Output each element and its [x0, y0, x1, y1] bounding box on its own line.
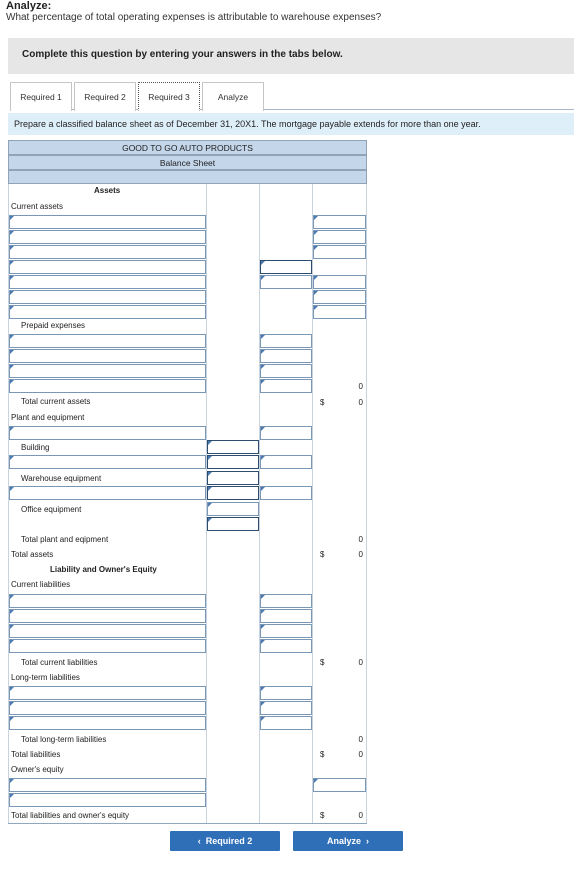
total-liabilities-value: 0 — [358, 750, 363, 759]
prepaid-name-1[interactable] — [9, 334, 206, 348]
total-current-assets-label: Total current assets — [21, 397, 91, 406]
prepaid-sub-4[interactable] — [260, 379, 312, 393]
chevron-left-icon: ‹ — [197, 836, 206, 846]
prepaid-sub-3[interactable] — [260, 364, 312, 378]
current-asset-amount-3[interactable] — [313, 245, 366, 259]
instructions-banner: Complete this question by entering your answers in the tabs below. — [8, 38, 574, 74]
warehouse-net-input[interactable] — [260, 486, 312, 500]
sheet-bottom-border — [8, 823, 367, 824]
prepaid-sub-2[interactable] — [260, 349, 312, 363]
tab-required-1[interactable]: Required 1 — [10, 82, 72, 111]
office-cost-input[interactable] — [207, 502, 259, 516]
building-accum-name[interactable] — [9, 455, 206, 469]
instruction-bar: Prepare a classified balance sheet as of December 31, 20X1. The mortgage payable extends for more than one year. — [8, 113, 574, 135]
current-liabilities-label: Current liabilities — [11, 580, 71, 589]
total-liab-equity-label: Total liabilities and owner's equity — [11, 811, 130, 820]
warehouse-accum-input[interactable] — [207, 486, 259, 500]
total-long-term-label: Total long-term liabilities — [21, 735, 107, 744]
current-liab-sub-1[interactable] — [260, 594, 312, 608]
long-term-sub-3[interactable] — [260, 716, 312, 730]
current-asset-name-2[interactable] — [9, 230, 206, 244]
current-asset-name-3[interactable] — [9, 245, 206, 259]
plant-equipment-label: Plant and equipment — [11, 413, 85, 422]
tab-analyze[interactable]: Analyze — [202, 82, 264, 111]
next-button-label: Analyze — [326, 836, 361, 846]
tab-bar — [10, 82, 574, 110]
current-asset-amount-1[interactable] — [313, 215, 366, 229]
tab-required-2[interactable]: Required 2 — [74, 82, 136, 111]
building-label: Building — [21, 443, 50, 452]
owners-equity-label: Owner's equity — [11, 765, 64, 774]
prepaid-sum-value: 0 — [358, 382, 363, 391]
current-asset-sub-4[interactable] — [260, 260, 312, 274]
office-equipment-label: Office equipment — [21, 505, 82, 514]
long-term-name-2[interactable] — [9, 701, 206, 715]
current-liab-name-3[interactable] — [9, 624, 206, 638]
plant-row-input[interactable] — [9, 426, 206, 440]
current-liab-sub-3[interactable] — [260, 624, 312, 638]
analyze-label: Analyze: — [6, 0, 52, 12]
plant-row-sub[interactable] — [260, 426, 312, 440]
col-divider — [366, 184, 367, 824]
sheet-title: Balance Sheet — [8, 155, 367, 170]
owners-equity-name-2[interactable] — [9, 793, 206, 807]
long-term-name-3[interactable] — [9, 716, 206, 730]
balance-sheet — [8, 140, 367, 824]
warehouse-cost-input[interactable] — [207, 471, 259, 485]
analyze-question: What percentage of total operating expenses is attributable to warehouse expenses? — [6, 12, 382, 23]
total-assets-value: 0 — [358, 550, 363, 559]
current-asset-amount-7[interactable] — [313, 305, 366, 319]
long-term-sub-2[interactable] — [260, 701, 312, 715]
total-plant-value: 0 — [358, 535, 363, 544]
total-liabilities-label: Total liabilities — [11, 750, 61, 759]
total-current-assets-value: 0 — [358, 398, 363, 407]
total-assets-currency: $ — [320, 550, 325, 559]
total-current-assets-currency: $ — [320, 398, 325, 407]
chevron-right-icon: › — [361, 836, 369, 846]
prepaid-expenses-label: Prepaid expenses — [21, 321, 86, 330]
tab-required-3[interactable]: Required 3 — [138, 82, 200, 111]
total-liab-equity-value: 0 — [358, 811, 363, 820]
total-liab-equity-currency: $ — [320, 811, 325, 820]
prepaid-sub-1[interactable] — [260, 334, 312, 348]
assets-heading: Assets — [94, 186, 121, 195]
current-liab-name-1[interactable] — [9, 594, 206, 608]
current-asset-sub-5[interactable] — [260, 275, 312, 289]
total-current-liabilities-label: Total current liabilities — [21, 658, 98, 667]
current-asset-name-6[interactable] — [9, 290, 206, 304]
total-plant-label: Total plant and eqipment — [21, 535, 109, 544]
building-net-input[interactable] — [260, 455, 312, 469]
current-liab-sub-4[interactable] — [260, 639, 312, 653]
sheet-date-input[interactable] — [8, 170, 367, 184]
current-asset-name-7[interactable] — [9, 305, 206, 319]
prev-required-2-button[interactable] — [170, 831, 280, 851]
current-assets-label: Current assets — [11, 202, 64, 211]
total-liabilities-currency: $ — [320, 750, 325, 759]
owners-equity-name-1[interactable] — [9, 778, 206, 792]
total-assets-label: Total assets — [11, 550, 54, 559]
company-name: GOOD TO GO AUTO PRODUCTS — [8, 140, 367, 155]
total-current-liabilities-currency: $ — [320, 658, 325, 667]
current-liab-name-2[interactable] — [9, 609, 206, 623]
building-accum-input[interactable] — [207, 455, 259, 469]
current-asset-name-1[interactable] — [9, 215, 206, 229]
current-asset-amount-5[interactable] — [313, 275, 366, 289]
liability-equity-heading: Liability and Owner's Equity — [50, 565, 157, 574]
prepaid-name-2[interactable] — [9, 349, 206, 363]
total-current-liabilities-value: 0 — [358, 658, 363, 667]
next-analyze-button[interactable] — [293, 831, 403, 851]
warehouse-equipment-label: Warehouse equipment — [21, 474, 102, 483]
warehouse-accum-name[interactable] — [9, 486, 206, 500]
building-cost-input[interactable] — [207, 440, 259, 454]
current-asset-amount-2[interactable] — [313, 230, 366, 244]
current-asset-name-4[interactable] — [9, 260, 206, 274]
prev-button-label: Required 2 — [205, 836, 253, 846]
owners-equity-amount-1[interactable] — [313, 778, 366, 792]
office-accum-input[interactable] — [207, 517, 259, 531]
prepaid-name-4[interactable] — [9, 379, 206, 393]
long-term-liabilities-label: Long-term liabilities — [11, 673, 80, 682]
total-long-term-value: 0 — [358, 735, 363, 744]
current-liab-name-4[interactable] — [9, 639, 206, 653]
long-term-sub-1[interactable] — [260, 686, 312, 700]
current-asset-name-5[interactable] — [9, 275, 206, 289]
prepaid-name-3[interactable] — [9, 364, 206, 378]
current-asset-amount-6[interactable] — [313, 290, 366, 304]
long-term-name-1[interactable] — [9, 686, 206, 700]
current-liab-sub-2[interactable] — [260, 609, 312, 623]
